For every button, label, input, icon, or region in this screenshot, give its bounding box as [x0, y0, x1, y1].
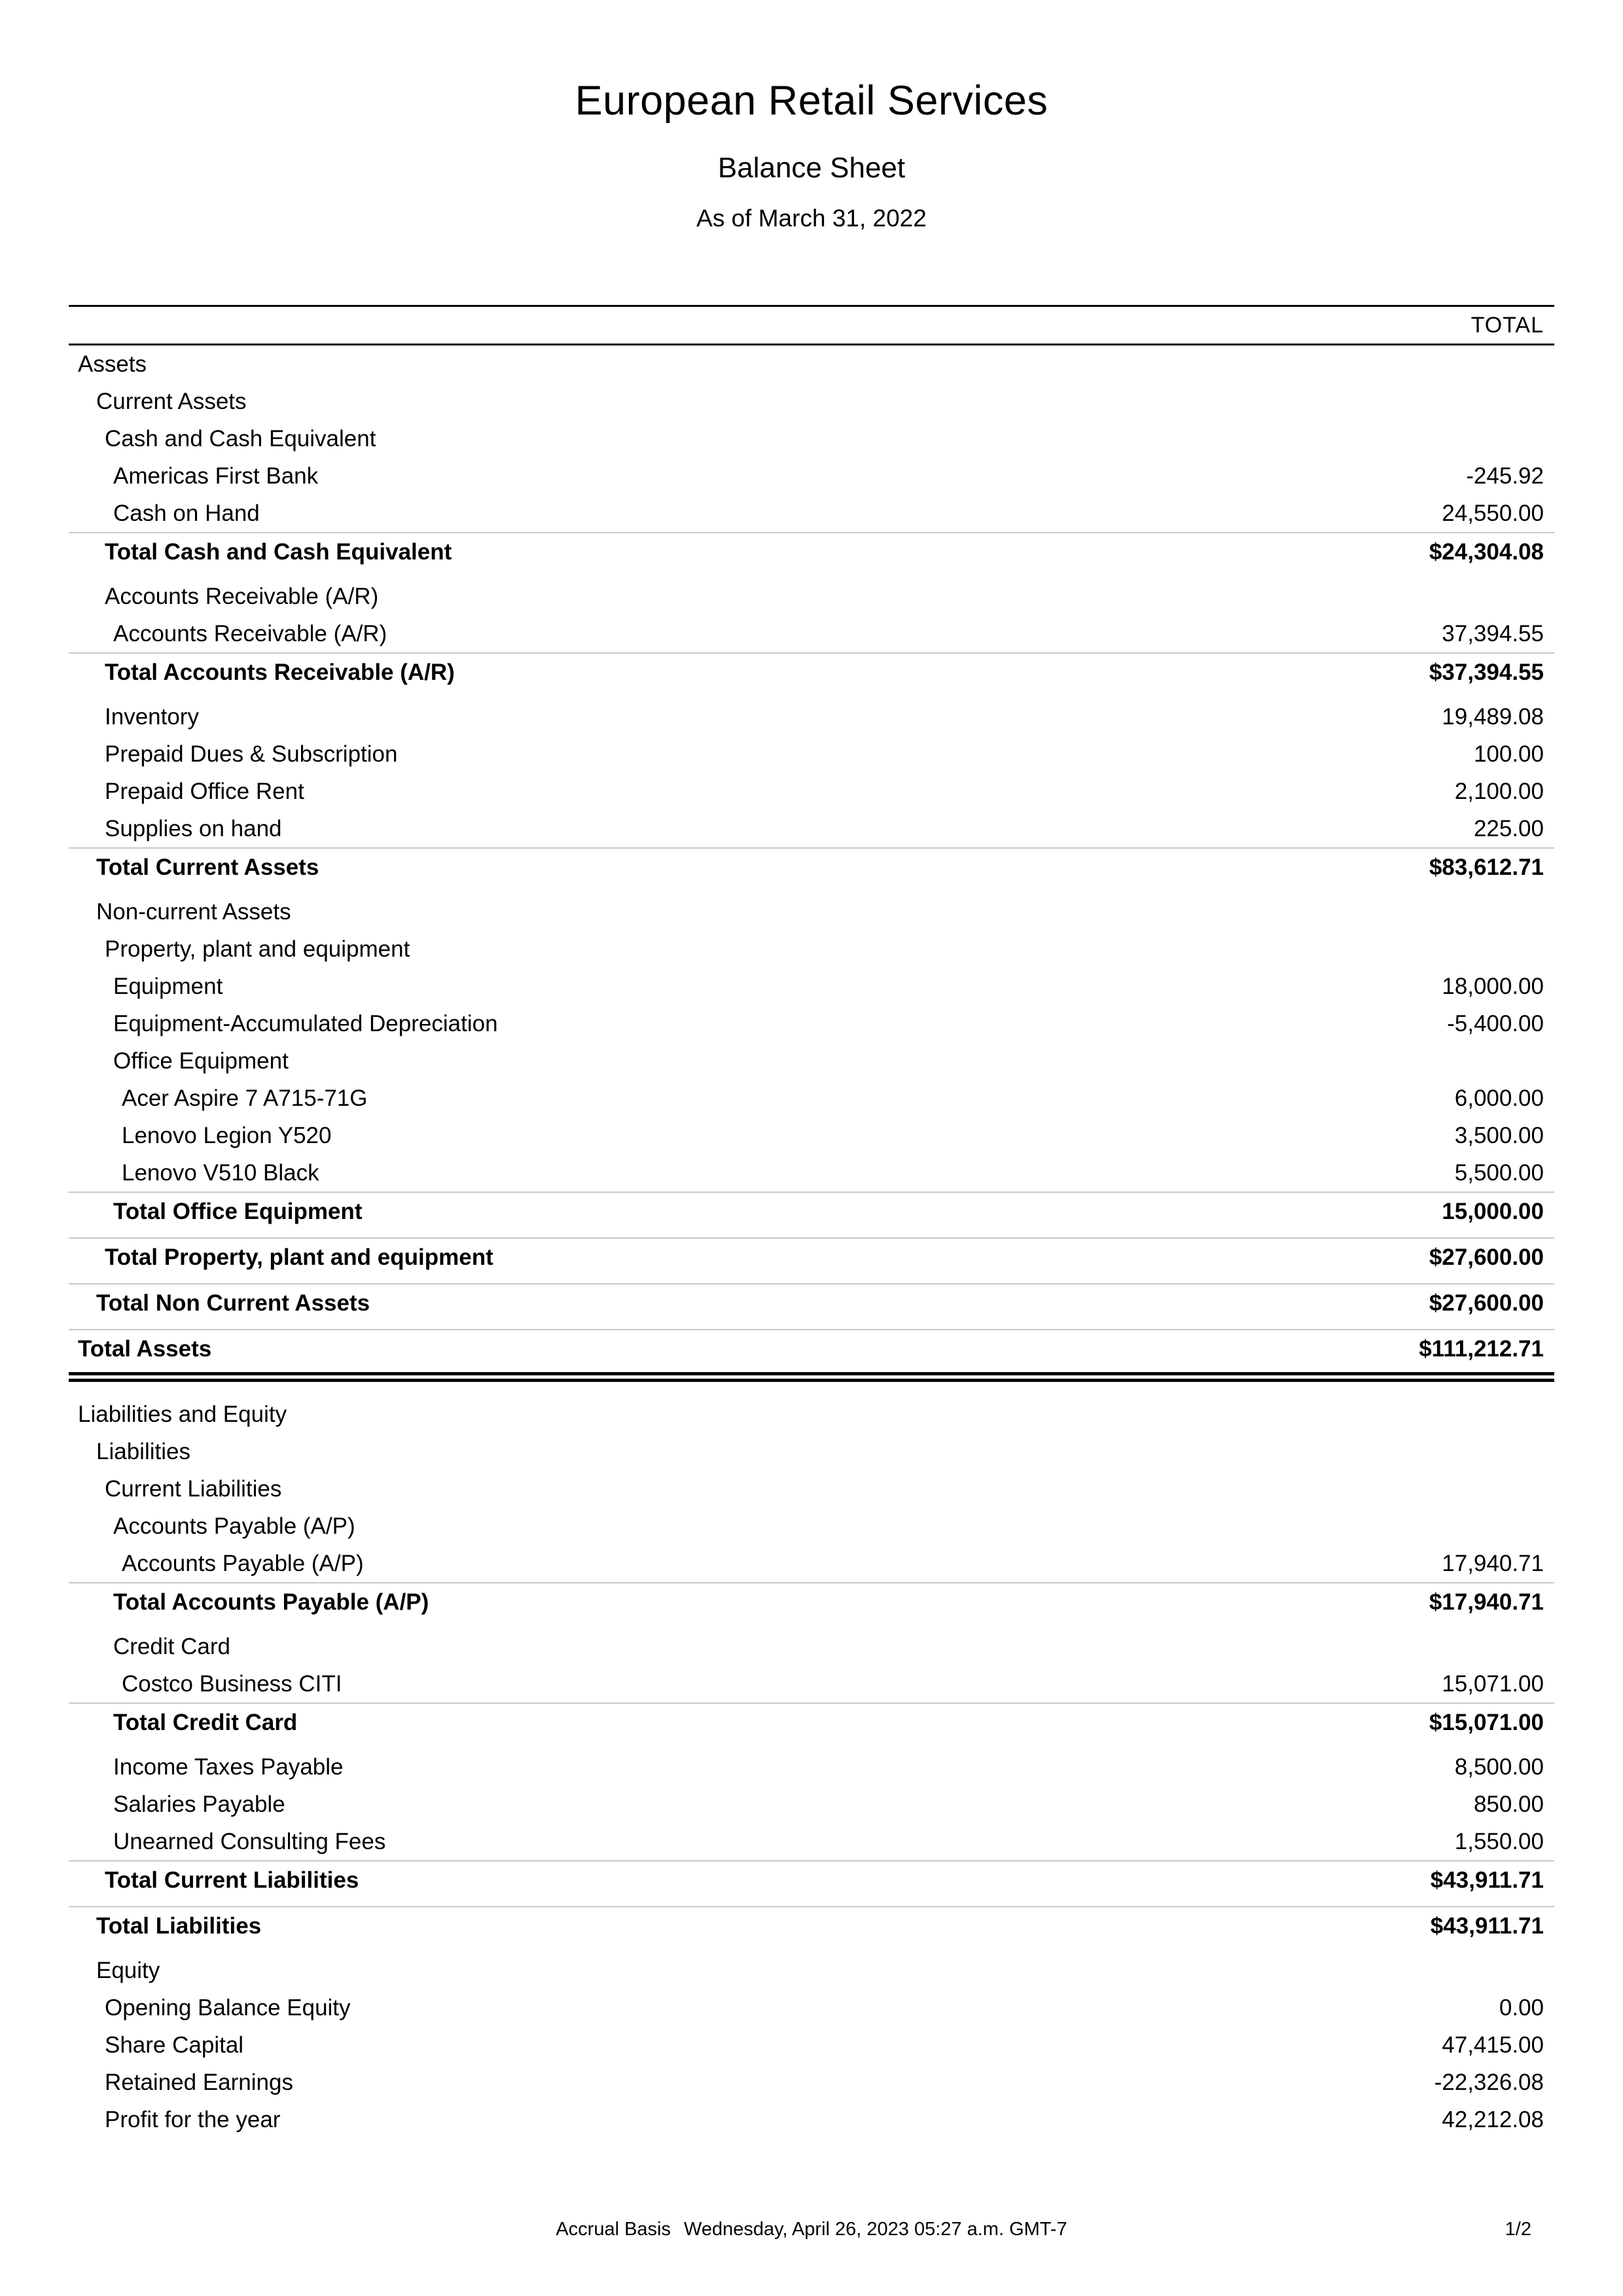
row-amount: -5,400.00	[1447, 1010, 1544, 1036]
row-label: Total Property, plant and equipment	[105, 1245, 493, 1270]
row-label: Accounts Payable (A/P)	[113, 1513, 355, 1539]
table-row	[69, 1906, 1554, 1945]
row-amount: 2,100.00	[1454, 778, 1544, 804]
table-row	[69, 773, 1554, 810]
row-amount: $17,940.71	[1429, 1589, 1544, 1615]
row-label: Income Taxes Payable	[113, 1754, 344, 1780]
row-label: Total Office Equipment	[113, 1199, 363, 1224]
table-row	[69, 930, 1554, 968]
row-amount: 24,550.00	[1442, 500, 1544, 526]
table-row	[69, 345, 1554, 383]
row-amount: 18,000.00	[1442, 973, 1544, 999]
table-row	[69, 1952, 1554, 1989]
table-row	[69, 1154, 1554, 1192]
row-label: Retained Earnings	[105, 2069, 293, 2095]
table-row	[69, 1396, 1554, 1433]
row-label: Lenovo V510 Black	[122, 1159, 319, 1186]
row-amount: 8,500.00	[1454, 1754, 1544, 1780]
row-amount: $24,304.08	[1429, 539, 1544, 565]
row-amount: $43,911.71	[1430, 1867, 1544, 1893]
table-row	[69, 1117, 1554, 1154]
row-amount: 37,394.55	[1442, 620, 1544, 646]
row-label: Total Current Liabilities	[105, 1867, 359, 1893]
table-row	[69, 2026, 1554, 2064]
report-header	[0, 0, 1623, 233]
row-label: Non-current Assets	[96, 898, 291, 925]
row-label: Assets	[78, 351, 147, 377]
row-amount: 5,500.00	[1454, 1159, 1544, 1186]
row-label: Current Assets	[96, 388, 247, 414]
table-row	[69, 1628, 1554, 1665]
table-row	[69, 968, 1554, 1005]
row-label: Liabilities and Equity	[78, 1401, 287, 1427]
table-row	[69, 1237, 1554, 1277]
row-amount: 19,489.08	[1442, 703, 1544, 730]
table-row	[69, 1703, 1554, 1742]
row-label: Equity	[96, 1957, 160, 1983]
table-row	[69, 893, 1554, 930]
table-row	[69, 652, 1554, 692]
balance-sheet-rows	[69, 345, 1554, 2138]
row-label: Unearned Consulting Fees	[113, 1828, 386, 1854]
report-timestamp: Wednesday, April 26, 2023 05:27 a.m. GMT-7	[683, 2218, 1067, 2240]
row-label: Total Cash and Cash Equivalent	[105, 539, 452, 565]
table-row	[69, 1748, 1554, 1786]
row-label: Accounts Receivable (A/R)	[105, 583, 379, 609]
row-amount: -245.92	[1466, 463, 1544, 489]
row-label: Acer Aspire 7 A715-71G	[122, 1085, 368, 1111]
row-label: Accounts Receivable (A/R)	[113, 620, 387, 646]
row-label: Salaries Payable	[113, 1791, 285, 1817]
row-label: Total Accounts Payable (A/P)	[113, 1589, 429, 1615]
row-label: Share Capital	[105, 2032, 244, 2058]
table-row	[69, 1192, 1554, 1231]
row-label: Prepaid Office Rent	[105, 778, 304, 804]
table-row	[69, 1470, 1554, 1508]
table-row	[69, 1582, 1554, 1621]
row-amount: $27,600.00	[1429, 1245, 1544, 1270]
table-row	[69, 1329, 1554, 1368]
row-amount: 3,500.00	[1454, 1122, 1544, 1148]
table-row	[69, 615, 1554, 652]
row-amount: 1,550.00	[1454, 1828, 1544, 1854]
table-row	[69, 1042, 1554, 1080]
row-label: Total Accounts Receivable (A/R)	[105, 660, 455, 685]
row-label: Credit Card	[113, 1633, 230, 1659]
table-row	[69, 578, 1554, 615]
row-label: Office Equipment	[113, 1048, 289, 1074]
row-label: Cash on Hand	[113, 500, 260, 526]
row-label: Total Current Assets	[96, 855, 319, 880]
row-amount: 15,000.00	[1442, 1199, 1544, 1224]
row-label: Supplies on hand	[105, 815, 282, 841]
row-amount: $83,612.71	[1429, 855, 1544, 880]
table-row	[69, 495, 1554, 532]
total-column-header: TOTAL	[1471, 312, 1544, 338]
table-row	[69, 735, 1554, 773]
table-row	[69, 847, 1554, 887]
report-title: Balance Sheet	[717, 152, 906, 184]
row-amount: 17,940.71	[1442, 1550, 1544, 1576]
row-amount: $15,071.00	[1429, 1710, 1544, 1735]
row-amount: 42,212.08	[1442, 2106, 1544, 2132]
row-amount: 47,415.00	[1442, 2032, 1544, 2058]
table-row	[69, 1433, 1554, 1470]
company-name: European Retail Services	[575, 78, 1048, 124]
table-row	[69, 532, 1554, 571]
row-amount: $37,394.55	[1429, 660, 1544, 685]
page-number: 1/2	[1505, 2218, 1531, 2240]
row-label: Total Assets	[78, 1336, 212, 1362]
row-label: Costco Business CITI	[122, 1670, 342, 1697]
table-row	[69, 1860, 1554, 1899]
table-row	[69, 1508, 1554, 1545]
table-header-row	[69, 305, 1554, 345]
table-row	[69, 1786, 1554, 1823]
table-row	[69, 1080, 1554, 1117]
table-row	[69, 2064, 1554, 2101]
row-label: Total Credit Card	[113, 1710, 298, 1735]
row-label: Accounts Payable (A/P)	[122, 1550, 364, 1576]
row-amount: 225.00	[1473, 815, 1544, 841]
row-label: Equipment-Accumulated Depreciation	[113, 1010, 498, 1036]
balance-sheet-table	[69, 305, 1554, 2138]
row-amount: $111,212.71	[1419, 1336, 1544, 1362]
table-row	[69, 2101, 1554, 2138]
row-amount: 15,071.00	[1442, 1670, 1544, 1697]
row-amount: $27,600.00	[1429, 1290, 1544, 1316]
table-row	[69, 457, 1554, 495]
row-label: Opening Balance Equity	[105, 1994, 351, 2021]
row-amount: $43,911.71	[1430, 1913, 1544, 1939]
table-row	[69, 1823, 1554, 1860]
row-amount: 100.00	[1473, 741, 1544, 767]
row-label: Profit for the year	[105, 2106, 281, 2132]
row-amount: 850.00	[1473, 1791, 1544, 1817]
table-row	[69, 1005, 1554, 1042]
row-label: Current Liabilities	[105, 1475, 282, 1502]
table-row	[69, 698, 1554, 735]
row-label: Inventory	[105, 703, 199, 730]
row-label: Prepaid Dues & Subscription	[105, 741, 398, 767]
row-amount: -22,326.08	[1434, 2069, 1544, 2095]
accounting-basis: Accrual Basis	[556, 2218, 671, 2240]
row-label: Total Non Current Assets	[96, 1290, 370, 1316]
row-label: Equipment	[113, 973, 223, 999]
row-label: Total Liabilities	[96, 1913, 262, 1939]
page-footer	[69, 2215, 1554, 2244]
table-row	[69, 1989, 1554, 2026]
row-label: Cash and Cash Equivalent	[105, 425, 376, 451]
row-label: Liabilities	[96, 1438, 190, 1464]
table-row	[69, 810, 1554, 847]
row-label: Americas First Bank	[113, 463, 319, 489]
table-row	[69, 420, 1554, 457]
table-row	[69, 1283, 1554, 1322]
table-row	[69, 1545, 1554, 1582]
report-date: As of March 31, 2022	[696, 205, 927, 232]
table-row	[69, 383, 1554, 420]
row-amount: 6,000.00	[1454, 1085, 1544, 1111]
row-label: Property, plant and equipment	[105, 936, 410, 962]
row-label: Lenovo Legion Y520	[122, 1122, 332, 1148]
row-amount: 0.00	[1499, 1994, 1544, 2021]
table-row	[69, 1665, 1554, 1703]
